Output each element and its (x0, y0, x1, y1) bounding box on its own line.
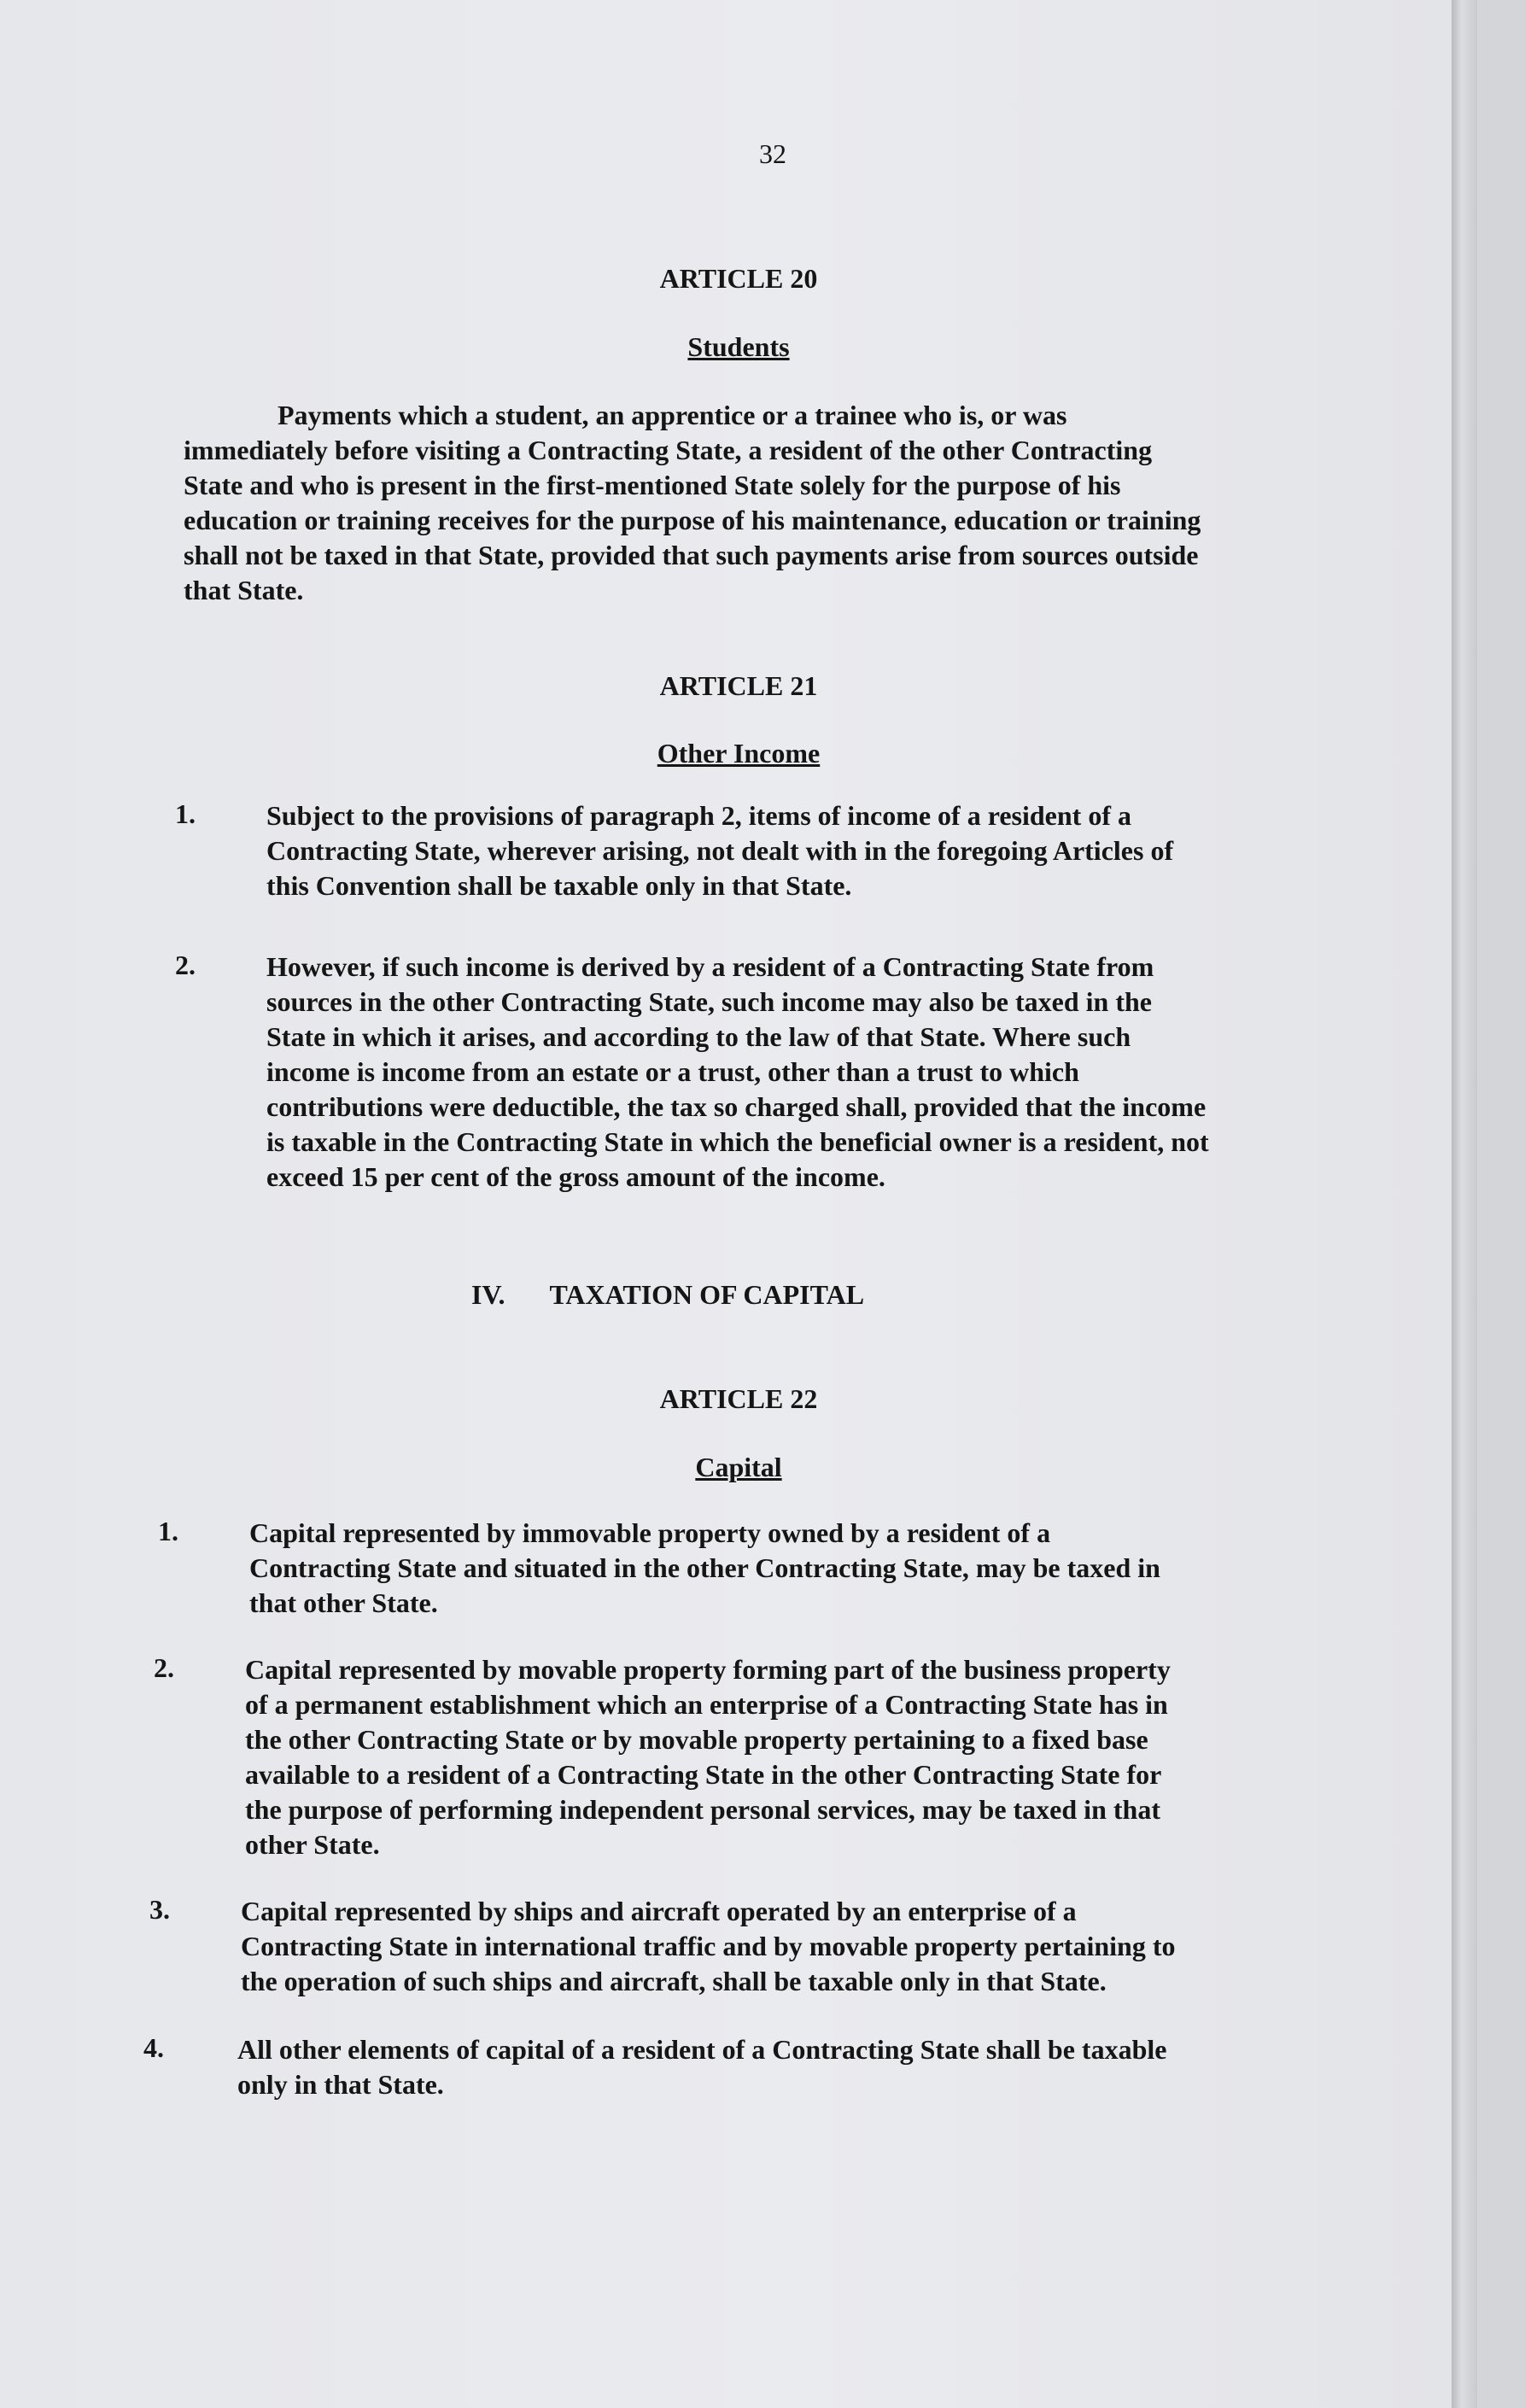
article-22-subtitle-text: Capital (695, 1452, 782, 1482)
item-number: 1. (158, 1516, 178, 1546)
item-number: 2. (154, 1652, 174, 1683)
section-title: TAXATION OF CAPITAL (549, 1279, 865, 1310)
item-text: Capital represented by movable property forming part of the business property of a permanent establishment which an enterprise of a Contracting State has in the other Contracting State or by movable property pertaining to a fixed base available to a resident of a Contracting State in the other Contracting State for the purpose of performing independent personal services, may be taxed in that other State. (245, 1654, 1171, 1860)
article-21-subtitle-text: Other Income (657, 738, 821, 769)
item-text: All other elements of capital of a resident of a Contracting State shall be taxable only in that State. (237, 2034, 1167, 2100)
article-20-title: ARTICLE 20 (659, 263, 818, 294)
article-20-subtitle (0, 331, 1477, 363)
section-numeral: IV. (471, 1279, 505, 1310)
page-number: 32 (759, 138, 786, 169)
item-number: 4. (143, 2032, 164, 2063)
item-number: 2. (175, 950, 196, 980)
item-number: 1. (175, 798, 196, 829)
article-20-paragraph: Payments which a student, an apprentice or a trainee who is, or was immediately before visiting a Contracting State, a resident of the other Contracting State and who is present in the first-mentioned State solely for the purpose of his education or training receives for the purpose of his maintenance, education or training shall not be taxed in that State, provided that such payments arise from sources outside that State. (184, 400, 1201, 605)
item-text: However, if such income is derived by a resident of a Contracting State from sources in the other Contracting State, such income may also be taxed in the State in which it arises, and according to the law of that State. Where such income is income from an estate or a trust, other than a trust to which contributions were deductible, the tax so charged shall, provided that the income is taxable in the Contracting State in which the beneficial owner is a resident, not exceed 15 per cent of the gross amount of the income. (266, 951, 1209, 1192)
article-22-subtitle (0, 1452, 1477, 1483)
adjacent-page (1477, 0, 1525, 2408)
article-21-subtitle (0, 738, 1477, 769)
item-text: Capital represented by ships and aircraft operated by an enterprise of a Contracting State in international traffic and by movable property pertaining to the operation of such ships and aircraft, shall be taxable only in that State. (241, 1896, 1176, 1996)
section-heading (471, 1279, 864, 1311)
article-22-title: ARTICLE 22 (659, 1383, 818, 1414)
item-text: Capital represented by immovable property owned by a resident of a Contracting State and situated in the other Contracting State, may be taxed in that other State. (249, 1517, 1160, 1618)
item-number: 3. (149, 1894, 170, 1925)
item-text: Subject to the provisions of paragraph 2, items of income of a resident of a Contracting State, wherever arising, not dealt with in the foregoing Articles of this Convention shall be taxable only in that State. (266, 800, 1174, 901)
article-21-title: ARTICLE 21 (659, 670, 818, 701)
article-20-subtitle-text: Students (687, 331, 790, 362)
